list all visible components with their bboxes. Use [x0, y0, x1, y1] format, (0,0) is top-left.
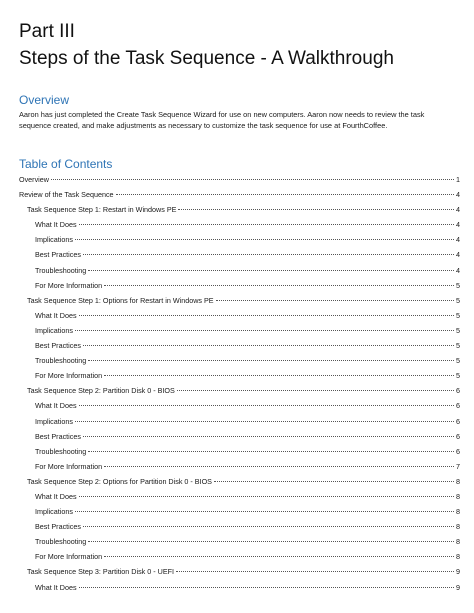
- toc-entry-page-number: 6: [456, 386, 460, 396]
- toc-dot-leader: [83, 254, 454, 255]
- toc-dot-leader: [214, 481, 454, 482]
- toc-entry[interactable]: [19, 383, 460, 398]
- toc-entry[interactable]: [19, 202, 460, 217]
- toc-entry-label: Troubleshooting: [35, 356, 87, 366]
- toc-dot-leader: [176, 571, 454, 572]
- toc-entry-label: For More Information: [35, 371, 103, 381]
- toc-entry[interactable]: [19, 414, 460, 429]
- toc-entry-label: Implications: [35, 507, 73, 517]
- toc-entry[interactable]: [19, 338, 460, 353]
- toc-entry-page-number: 4: [456, 205, 460, 215]
- toc-dot-leader: [75, 421, 454, 422]
- toc-entry-page-number: 7: [456, 461, 460, 471]
- toc-dot-leader: [75, 330, 454, 331]
- toc-entry[interactable]: [19, 323, 460, 338]
- toc-entry[interactable]: [19, 368, 460, 383]
- toc-entry-page-number: 4: [456, 220, 460, 230]
- toc-dot-leader: [83, 436, 454, 437]
- toc-entry-page-number: 8: [456, 476, 460, 486]
- toc-entry[interactable]: [19, 444, 460, 459]
- toc-entry-page-number: 4: [456, 250, 460, 260]
- toc-entry[interactable]: [19, 232, 460, 247]
- toc-entry-label: What It Does: [35, 491, 77, 501]
- toc-entry[interactable]: [19, 564, 460, 579]
- toc-heading: Table of Contents: [19, 157, 113, 171]
- toc-dot-leader: [79, 315, 454, 316]
- toc-dot-leader: [88, 541, 454, 542]
- part-label: Part III: [19, 21, 75, 42]
- toc-entry-label: Overview: [19, 175, 49, 184]
- toc-entry[interactable]: [19, 580, 460, 595]
- toc-dot-leader: [104, 375, 454, 376]
- toc-entry-label: Troubleshooting: [35, 537, 87, 547]
- toc-dot-leader: [88, 360, 454, 361]
- toc-dot-leader: [104, 285, 454, 286]
- toc-entry[interactable]: [19, 293, 460, 308]
- toc-dot-leader: [178, 209, 454, 210]
- toc-entry[interactable]: [19, 429, 460, 444]
- toc-dot-leader: [83, 526, 454, 527]
- toc-entry[interactable]: [19, 519, 460, 534]
- toc-entry-page-number: 5: [456, 295, 460, 305]
- toc-entry-page-number: 4: [456, 190, 460, 200]
- toc-entry[interactable]: [19, 263, 460, 278]
- toc-entry-page-number: 6: [456, 401, 460, 411]
- toc-entry-page-number: 8: [456, 552, 460, 562]
- toc-entry-page-number: 5: [456, 356, 460, 366]
- toc-entry-label: Task Sequence Step 1: Restart in Windows PE: [27, 205, 177, 215]
- toc-entry-label: Implications: [35, 235, 73, 245]
- toc-dot-leader: [104, 556, 454, 557]
- toc-entry[interactable]: [19, 172, 460, 187]
- toc-entry-label: What It Does: [35, 582, 77, 592]
- toc-entry-page-number: 5: [456, 280, 460, 290]
- overview-paragraph: [19, 109, 464, 131]
- toc-entry-label: Best Practices: [35, 431, 81, 441]
- toc-dot-leader: [116, 194, 454, 195]
- toc-entry[interactable]: [19, 187, 460, 202]
- toc-entry[interactable]: [19, 353, 460, 368]
- toc-entry[interactable]: [19, 308, 460, 323]
- toc-entry[interactable]: [19, 474, 460, 489]
- overview-heading: Overview: [19, 93, 70, 107]
- table-of-contents: [19, 172, 460, 595]
- toc-entry-label: Task Sequence Step 3: Partition Disk 0 - UEFI: [27, 567, 175, 577]
- toc-entry[interactable]: [19, 534, 460, 549]
- toc-entry-label: Best Practices: [35, 522, 81, 532]
- toc-entry-label: Task Sequence Step 1: Options for Restart in Windows PE: [27, 295, 214, 305]
- toc-entry[interactable]: [19, 247, 460, 262]
- toc-dot-leader: [177, 390, 454, 391]
- toc-entry-page-number: 4: [456, 235, 460, 245]
- toc-entry-label: Task Sequence Step 2: Partition Disk 0 - BIOS: [27, 386, 175, 396]
- page-title: Steps of the Task Sequence - A Walkthrough: [19, 48, 394, 69]
- toc-entry-label: Implications: [35, 325, 73, 335]
- toc-entry-page-number: 4: [456, 265, 460, 275]
- toc-entry-label: What It Does: [35, 220, 77, 230]
- toc-dot-leader: [75, 239, 454, 240]
- toc-entry-label: What It Does: [35, 310, 77, 320]
- toc-entry-label: For More Information: [35, 552, 103, 562]
- toc-entry-label: For More Information: [35, 461, 103, 471]
- toc-entry-label: Implications: [35, 416, 73, 426]
- toc-entry-label: For More Information: [35, 280, 103, 290]
- toc-entry-page-number: 9: [456, 567, 460, 577]
- toc-dot-leader: [79, 496, 454, 497]
- toc-entry-label: What It Does: [35, 401, 77, 411]
- toc-entry[interactable]: [19, 278, 460, 293]
- toc-entry-page-number: 1: [456, 175, 460, 184]
- toc-entry-page-number: 6: [456, 431, 460, 441]
- toc-dot-leader: [83, 345, 454, 346]
- toc-entry[interactable]: [19, 549, 460, 564]
- toc-dot-leader: [88, 270, 454, 271]
- toc-entry-page-number: 9: [456, 582, 460, 592]
- toc-entry-label: Task Sequence Step 2: Options for Partition Disk 0 - BIOS: [27, 476, 212, 486]
- toc-entry-page-number: 6: [456, 446, 460, 456]
- toc-entry-page-number: 8: [456, 491, 460, 501]
- toc-entry-label: Troubleshooting: [35, 265, 87, 275]
- toc-dot-leader: [75, 511, 454, 512]
- overview-line-1: Aaron has just completed the Create Task Sequence Wizard for use on new computers. Aaron now needs to review the task: [19, 110, 425, 119]
- toc-entry[interactable]: [19, 217, 460, 232]
- toc-entry-label: Best Practices: [35, 250, 81, 260]
- toc-dot-leader: [79, 224, 454, 225]
- toc-entry-label: Review of the Task Sequence: [19, 190, 114, 200]
- toc-entry-page-number: 5: [456, 371, 460, 381]
- toc-dot-leader: [51, 179, 454, 180]
- toc-dot-leader: [88, 451, 454, 452]
- toc-entry-label: Best Practices: [35, 341, 81, 351]
- toc-dot-leader: [216, 300, 454, 301]
- toc-entry-page-number: 5: [456, 325, 460, 335]
- toc-entry-page-number: 8: [456, 507, 460, 517]
- toc-entry[interactable]: [19, 489, 460, 504]
- overview-line-2: sequence created, and make adjustments as necessary to customize the task sequence for use at FourthCoffee.: [19, 121, 388, 130]
- toc-entry-page-number: 5: [456, 310, 460, 320]
- toc-entry-page-number: 6: [456, 416, 460, 426]
- toc-dot-leader: [79, 405, 454, 406]
- toc-entry[interactable]: [19, 504, 460, 519]
- toc-entry-page-number: 8: [456, 537, 460, 547]
- toc-dot-leader: [104, 466, 454, 467]
- toc-entry[interactable]: [19, 398, 460, 413]
- toc-dot-leader: [79, 587, 454, 588]
- toc-entry-label: Troubleshooting: [35, 446, 87, 456]
- toc-entry-page-number: 5: [456, 341, 460, 351]
- toc-entry[interactable]: [19, 459, 460, 474]
- toc-entry-page-number: 8: [456, 522, 460, 532]
